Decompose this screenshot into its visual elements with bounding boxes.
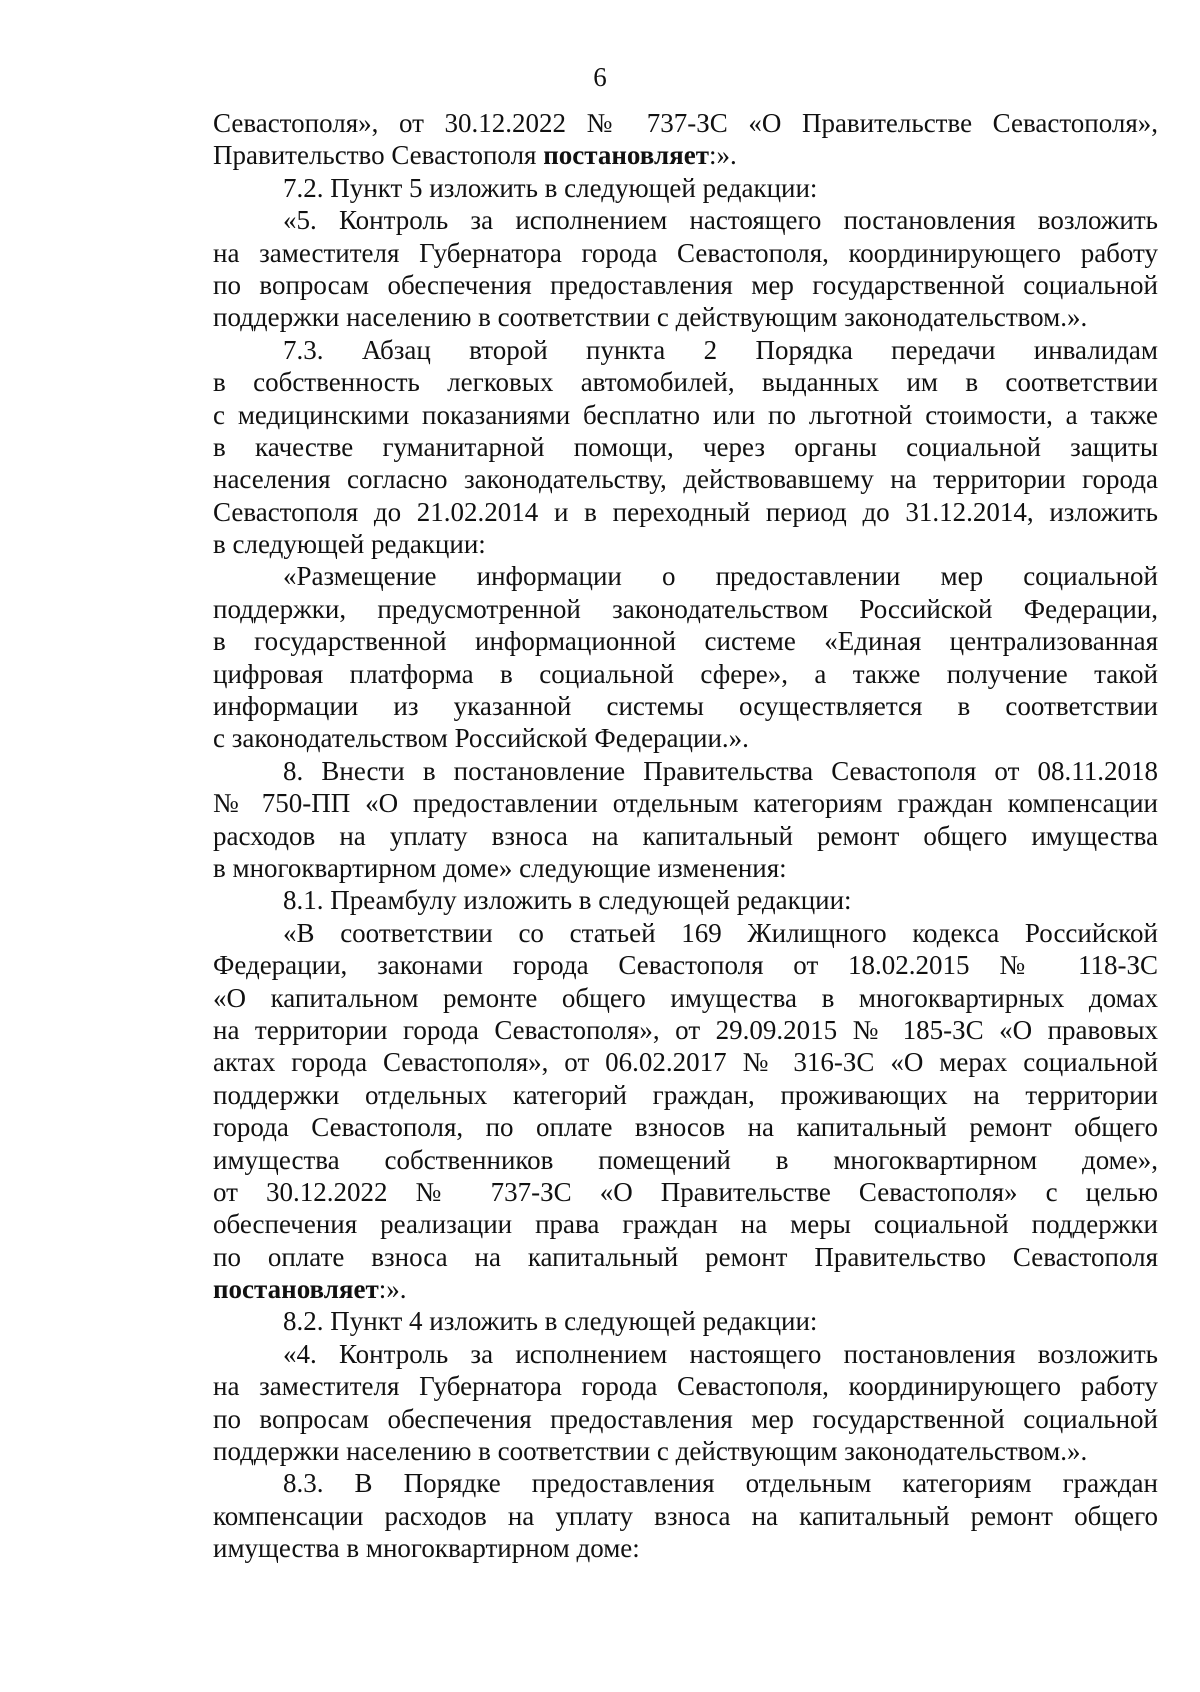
text-line [213, 884, 1158, 916]
line-text: информации из указанной системы осуществляется в соответствии [213, 691, 1158, 722]
line-text: «5. Контроль за исполнением настоящего постановления возложить [283, 205, 1158, 236]
text-line [213, 852, 1158, 884]
line-text: компенсации расходов на уплату взноса на капитальный ремонт общего [213, 1500, 1158, 1531]
text-line [213, 1305, 1158, 1337]
text-line [213, 690, 1158, 722]
text-line [213, 1176, 1158, 1208]
page-number: 6 [593, 62, 607, 92]
text-line [213, 1273, 1158, 1305]
text-line [213, 1370, 1158, 1402]
line-text: поддержки отдельных категорий граждан, проживающих на территории [213, 1079, 1158, 1110]
line-text: Федерации, законами города Севастополя от 18.02.2015 № 118-ЗС [213, 950, 1158, 981]
line-text-tail: :». [708, 140, 737, 171]
line-text: Севастополя до 21.02.2014 и в переходный период до 31.12.2014, изложить [213, 496, 1158, 527]
text-line [213, 917, 1158, 949]
line-text: поддержки населению в соответствии с действующим законодательством.». [213, 302, 1088, 333]
line-text: поддержки, предусмотренной законодательством Российской Федерации, [213, 593, 1158, 624]
line-text: по вопросам обеспечения предоставления мер государственной социальной [213, 1403, 1158, 1434]
line-text: актах города Севастополя», от 06.02.2017 № 316-ЗС «О мерах социальной [213, 1047, 1158, 1078]
text-line [213, 463, 1158, 495]
text-line [213, 237, 1158, 269]
line-text: поддержки населению в соответствии с действующим законодательством.». [213, 1436, 1088, 1467]
text-line [213, 496, 1158, 528]
text-line [213, 982, 1158, 1014]
line-text: по вопросам обеспечения предоставления мер государственной социальной [213, 269, 1158, 300]
text-line [213, 399, 1158, 431]
text-line [213, 1403, 1158, 1435]
line-text: 8.3. В Порядке предоставления отдельным категориям граждан [283, 1468, 1158, 1499]
text-line [213, 1144, 1158, 1176]
text-line [213, 334, 1158, 366]
text-line [213, 301, 1158, 333]
line-text: обеспечения реализации права граждан на меры социальной поддержки [213, 1209, 1158, 1240]
line-text: в многоквартирном доме» следующие изменения: [213, 852, 787, 883]
text-line [213, 1241, 1158, 1273]
text-line [213, 366, 1158, 398]
line-text: расходов на уплату взноса на капитальный ремонт общего имущества [213, 820, 1158, 851]
text-line [213, 204, 1158, 236]
line-text: 8.1. Преамбулу изложить в следующей редакции: [283, 885, 852, 916]
line-text: № 750-ПП «О предоставлении отдельным категориям граждан компенсации [213, 788, 1158, 819]
text-line [213, 755, 1158, 787]
text-line [213, 593, 1158, 625]
line-text: 8. Внести в постановление Правительства Севастополя от 08.11.2018 [283, 755, 1158, 786]
line-text: цифровая платформа в социальной сфере», а также получение такой [213, 658, 1158, 689]
text-line [213, 820, 1158, 852]
line-text: на территории города Севастополя», от 29.09.2015 № 185-ЗС «О правовых [213, 1014, 1158, 1045]
text-line [213, 172, 1158, 204]
text-line [213, 949, 1158, 981]
line-text: «4. Контроль за исполнением настоящего постановления возложить [283, 1338, 1158, 1369]
line-text: на заместителя Губернатора города Севастополя, координирующего работу [213, 237, 1158, 268]
bold-keyword: постановляет [543, 140, 709, 171]
line-text: в собственность легковых автомобилей, выданных им в соответствии [213, 367, 1158, 398]
line-text: 7.3. Абзац второй пункта 2 Порядка передачи инвалидам [283, 334, 1158, 365]
line-text-tail: :». [378, 1274, 407, 1305]
text-line [213, 787, 1158, 819]
text-line [213, 431, 1158, 463]
line-text: на заместителя Губернатора города Севастополя, координирующего работу [213, 1371, 1158, 1402]
line-text: с медицинскими показаниями бесплатно или по льготной стоимости, а также [213, 399, 1158, 430]
text-line [213, 1500, 1158, 1532]
line-text: имущества собственников помещений в многоквартирном доме», [213, 1144, 1158, 1175]
line-text: «В соответствии со статьей 169 Жилищного кодекса Российской [283, 917, 1158, 948]
text-line [213, 1208, 1158, 1240]
line-text: в качестве гуманитарной помощи, через органы социальной защиты [213, 431, 1158, 462]
line-text: города Севастополя, по оплате взносов на капитальный ремонт общего [213, 1112, 1158, 1143]
line-text: от 30.12.2022 № 737-ЗС «О Правительстве Севастополя» с целью [213, 1176, 1158, 1207]
line-text: имущества в многоквартирном доме: [213, 1533, 640, 1564]
text-line [213, 1467, 1158, 1499]
document-body [213, 107, 1158, 1565]
line-text: 7.2. Пункт 5 изложить в следующей редакции: [283, 172, 818, 203]
bold-keyword: постановляет [213, 1274, 379, 1305]
text-line [213, 1338, 1158, 1370]
line-text: 8.2. Пункт 4 изложить в следующей редакции: [283, 1306, 818, 1337]
text-line [213, 560, 1158, 592]
text-line [213, 139, 1158, 171]
text-line [213, 722, 1158, 754]
text-line [213, 269, 1158, 301]
line-text: населения согласно законодательству, действовавшему на территории города [213, 464, 1158, 495]
line-text: по оплате взноса на капитальный ремонт Правительство Севастополя [213, 1241, 1158, 1272]
line-text: «О капитальном ремонте общего имущества в многоквартирных домах [213, 982, 1158, 1013]
line-text: в следующей редакции: [213, 529, 486, 560]
line-text: в государственной информационной системе «Единая централизованная [213, 626, 1158, 657]
text-line [213, 1079, 1158, 1111]
text-line [213, 1046, 1158, 1078]
line-text: Севастополя», от 30.12.2022 № 737-ЗС «О Правительстве Севастополя», [213, 108, 1158, 138]
line-text: с законодательством Российской Федерации.». [213, 723, 749, 754]
text-line [213, 1014, 1158, 1046]
text-line [213, 1532, 1158, 1564]
text-line [213, 658, 1158, 690]
text-line [213, 1435, 1158, 1467]
text-line [213, 1111, 1158, 1143]
text-line [213, 625, 1158, 657]
line-text: Правительство Севастополя [213, 140, 544, 171]
text-line [213, 107, 1158, 139]
line-text: «Размещение информации о предоставлении мер социальной [283, 561, 1158, 592]
text-line [213, 528, 1158, 560]
